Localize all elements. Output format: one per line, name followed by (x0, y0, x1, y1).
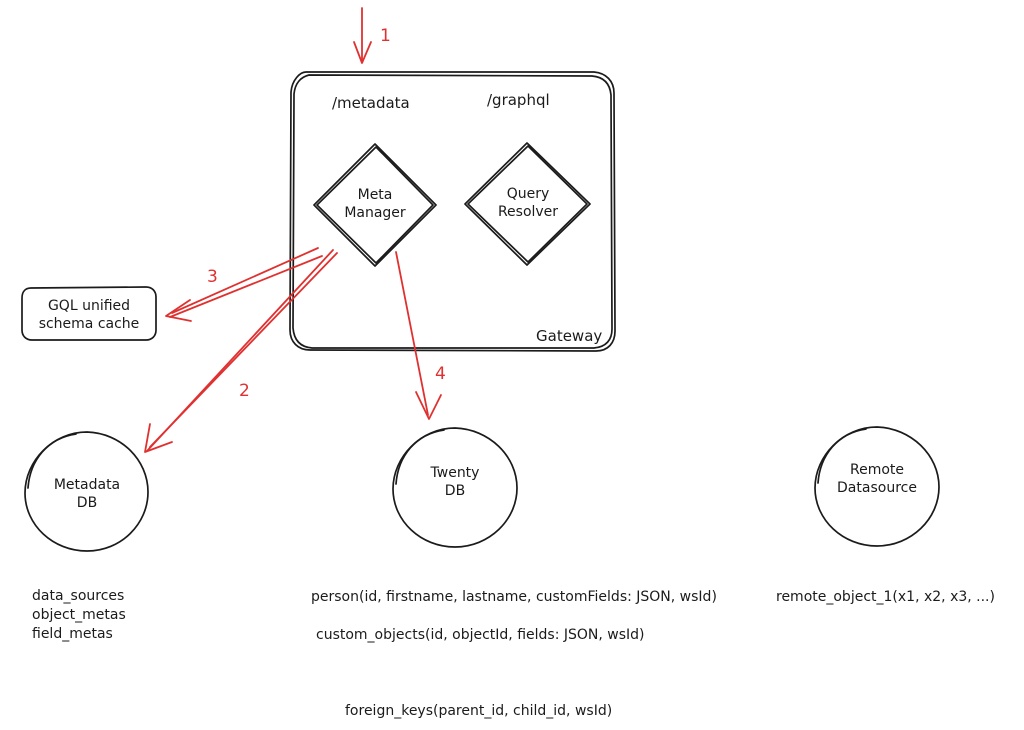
gql-cache-line2: schema cache (38, 316, 140, 333)
query-resolver-line1: Query (506, 186, 550, 202)
metadata-db-schema-1: object_metas (32, 607, 126, 623)
gql-cache-line1: GQL unified (47, 298, 131, 314)
remote-datasource-node (827, 461, 927, 497)
twenty-db-line2: DB (444, 483, 466, 500)
meta-manager-line1: Meta (357, 187, 393, 203)
arrow-3-label: 3 (207, 267, 218, 287)
gql-cache-box (29, 297, 149, 333)
gateway-label: Gateway (536, 327, 603, 345)
remote-schema-0: remote_object_1(x1, x2, x3, ...) (776, 589, 995, 605)
metadata-db-node (37, 476, 137, 512)
remote-datasource-line2: Datasource (837, 480, 917, 497)
meta-manager-line2: Manager (344, 205, 406, 222)
twenty-db-schema-0: person(id, firstname, lastname, customFields: JSON, wsId) (311, 589, 717, 605)
twenty-db-schema-1: custom_objects(id, objectId, fields: JSON, wsId) (316, 627, 645, 643)
metadata-db-line2: DB (76, 495, 98, 512)
shared-schema: foreign_keys(parent_id, child_id, wsId) (345, 703, 613, 719)
arrow-1-label: 1 (380, 26, 391, 46)
query-resolver-line2: Resolver (497, 204, 559, 221)
metadata-db-line1: Metadata (53, 477, 121, 493)
twenty-db-line1: Twenty (430, 465, 480, 481)
metadata-db-schema-0: data_sources (32, 588, 125, 604)
remote-datasource-line1: Remote (849, 462, 905, 478)
arrow-4-label: 4 (435, 364, 446, 384)
twenty-db-node (405, 464, 505, 500)
metadata-db-schema-2: field_metas (32, 626, 113, 642)
query-resolver-node (478, 185, 578, 221)
graphql-endpoint-label: /graphql (487, 91, 550, 109)
arrow-2-label: 2 (239, 381, 250, 401)
meta-manager-node (325, 186, 425, 222)
metadata-endpoint-label: /metadata (332, 94, 410, 112)
